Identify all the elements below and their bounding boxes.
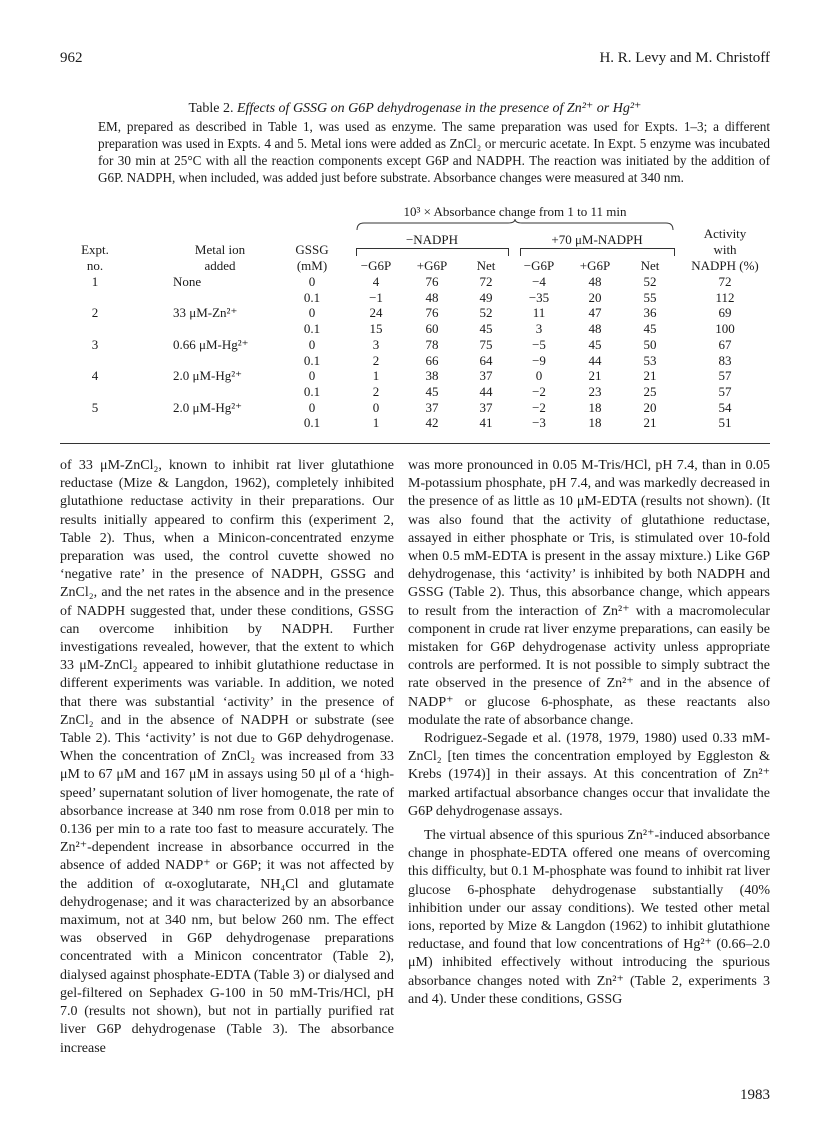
table-cell: 0.1 xyxy=(303,415,321,431)
table-cell: 5 xyxy=(91,399,99,415)
spanner-brace xyxy=(356,219,674,231)
col-header-activity-1: Activity xyxy=(703,226,747,241)
table-cell: 57 xyxy=(718,383,732,399)
table-cell: 2.0 μM-Hg²⁺ xyxy=(173,399,243,415)
text-column-left xyxy=(60,457,394,1058)
paragraph: The virtual absence of this spurious Zn²⁺-induced absorbance change in phosphate-EDTA offered one means of overcoming this difficulty, but 0.1 M-phosphate was found to inhibit rat liver glucose 6-phosphate dehydrogenase substantially (40% inhibition under our assay conditions). We tested other metal ions, reported by Mize & Langdon (1962) to inhibit glutathione reductase, and found that low concentrations of Hg²⁺ (0.66–2.0 μM) inhibited effectively without introducing the spurious absorbance changes noted with Zn²⁺ (Table 2, experiments 3 and 4). Under these conditions, GSSG xyxy=(408,828,770,1007)
table-cell: 66 xyxy=(425,352,439,368)
table-cell: 83 xyxy=(718,352,732,368)
table-cell: 75 xyxy=(479,336,493,352)
table-label: Table 2. xyxy=(188,101,234,116)
table-cell: 1 xyxy=(372,415,380,431)
paragraph: was more pronounced in 0.05 M-Tris/HCl, pH 7.4, than in 0.05 M-potassium phosphate, pH 7.4, and was markedly decreased in the presence of as little as 10 μM-EDTA (results not shown). (It was also found that the activity of glutathione reductase, assayed in either phosphate or Tris, is stimulated over 10-fold when 0.5 mM-EDTA is present in the assay mixture.) Like G6P dehydrogenase, this ‘activity’ is inhibited by both NADPH and GSSG (Table 2). Thus, this absorbance change, which appears to result from the interaction of Zn²⁺ with a macromolecular component in crude rat liver enzyme preparations, can easily be mistaken for G6P dehydrogenase activity unless appropriate controls are performed. It is not possible to simply subtract the rate observed in the presence of Zn²⁺ and in the absence of NADP⁺ or glucose 6-phosphate, as these reactants also modulate the rate of absorbance change. xyxy=(408,458,770,728)
table-cell: 72 xyxy=(718,274,732,289)
table-cell: 24 xyxy=(369,305,383,321)
table-cell: 25 xyxy=(643,383,657,399)
col-header-g6p-plus-b: +G6P xyxy=(579,258,611,273)
table-cell: 0 xyxy=(535,368,543,384)
table-cell: 47 xyxy=(588,305,602,321)
table-cell: −1 xyxy=(369,289,383,305)
table-cell: 44 xyxy=(588,352,602,368)
col-header-net-a: Net xyxy=(476,258,496,273)
table-cell: 20 xyxy=(643,399,657,415)
running-authors: H. R. Levy and M. Christoff xyxy=(599,50,770,66)
table-cell: 48 xyxy=(588,274,602,289)
table-cell: 52 xyxy=(643,274,657,289)
table-cell: 50 xyxy=(643,336,657,352)
table-cell: −9 xyxy=(532,352,546,368)
table-cell: 45 xyxy=(588,336,602,352)
table-cell: 18 xyxy=(588,399,602,415)
table-cell: 100 xyxy=(715,321,735,337)
table-cell: 48 xyxy=(425,289,439,305)
table-cell: 15 xyxy=(369,321,383,337)
table-cell: 3 xyxy=(91,336,99,352)
table-spanner-header: 10³ × Absorbance change from 1 to 11 min xyxy=(403,204,627,219)
table-cell: 44 xyxy=(479,383,493,399)
table-cell: 0.66 μM-Hg²⁺ xyxy=(173,336,249,352)
table-cell: 55 xyxy=(643,289,657,305)
col-header-activity-2: with xyxy=(713,242,737,257)
table-cell: 1 xyxy=(91,274,99,289)
group1-rule-left xyxy=(356,248,433,256)
col-header-gssg-1: GSSG xyxy=(295,242,329,257)
table-cell: 52 xyxy=(479,305,493,321)
table-cell: −4 xyxy=(532,274,546,289)
table-cell: −2 xyxy=(532,383,546,399)
table-cell: 69 xyxy=(718,305,732,321)
table-cell: 4 xyxy=(91,368,99,384)
table-cell: −2 xyxy=(532,399,546,415)
table-cell: 78 xyxy=(425,336,439,352)
table-cell: 54 xyxy=(718,399,732,415)
table-cell: 20 xyxy=(588,289,602,305)
table-cell: 37 xyxy=(479,399,493,415)
table-cell: 38 xyxy=(425,368,439,384)
col-header-activity-3: NADPH (%) xyxy=(691,258,759,273)
table-cell: 0 xyxy=(308,336,316,352)
table-caption-title xyxy=(60,100,770,117)
table-cell: 0 xyxy=(372,399,380,415)
group-header-minus-nadph: −NADPH xyxy=(405,232,459,247)
table-cell: 0.1 xyxy=(303,321,321,337)
group1-rule-right xyxy=(432,248,509,256)
group2-rule-right xyxy=(597,248,675,256)
table-cell: 33 μM-Zn²⁺ xyxy=(173,305,238,321)
table-caption-body: EM, prepared as described in Table 1, was used as enzyme. The same preparation was used for Expts. 1–3; a different preparation was used in Expts. 4 and 5. Metal ions were added as ZnCl₂ or mercuric acetate. In Expt. 5 enzyme was incubated for 30 min at 25°C with all the reaction components except G6P and NADPH. The reaction was initiated by the addition of G6P. NADPH, when included, was added just before substrate. Absorbance changes were measured at 340 nm. xyxy=(98,119,770,185)
table-cell: 4 xyxy=(372,274,380,289)
table-cell: 49 xyxy=(479,289,493,305)
table-cell: 42 xyxy=(425,415,439,431)
table-cell: 0.1 xyxy=(303,289,321,305)
col-header-net-b: Net xyxy=(640,258,660,273)
group-header-plus-nadph: +70 μM-NADPH xyxy=(551,232,643,247)
table-cell: 45 xyxy=(643,321,657,337)
col-header-g6p-minus-a: −G6P xyxy=(360,258,392,273)
table-cell: 0.1 xyxy=(303,383,321,399)
table-cell: 64 xyxy=(479,352,493,368)
table-cell: 45 xyxy=(479,321,493,337)
table-cell: 51 xyxy=(718,415,732,431)
table-cell: 0.1 xyxy=(303,352,321,368)
col-header-expt-2: no. xyxy=(86,258,104,273)
table-cell: 21 xyxy=(643,415,657,431)
table-cell: 11 xyxy=(532,305,546,321)
table-cell: 45 xyxy=(425,383,439,399)
table-cell: 23 xyxy=(588,383,602,399)
col-header-metal-2: added xyxy=(204,258,236,273)
group2-rule-left xyxy=(520,248,598,256)
table-cell: 21 xyxy=(643,368,657,384)
table-bottom-rule xyxy=(60,443,770,444)
table-cell: 53 xyxy=(643,352,657,368)
table-cell: 36 xyxy=(643,305,657,321)
table-title: Effects of GSSG on G6P dehydrogenase in the presence of Zn²⁺ or Hg²⁺ xyxy=(236,101,642,116)
table-cell: 48 xyxy=(588,321,602,337)
table-cell: 76 xyxy=(425,305,439,321)
table-cell: −3 xyxy=(532,415,546,431)
table-cell: 2 xyxy=(372,383,380,399)
col-header-metal-1: Metal ion xyxy=(194,242,246,257)
table-cell: −35 xyxy=(528,289,550,305)
table-cell: 37 xyxy=(479,368,493,384)
table-cell: 37 xyxy=(425,399,439,415)
col-header-gssg-2: (mM) xyxy=(296,258,328,273)
paragraph: Rodriguez-Segade et al. (1978, 1979, 1980) used 0.33 mM-ZnCl₂ [ten times the concentration employed by Eggleston & Krebs (1974)] in their assays. At this concentration of Zn²⁺ marked artifactual absorbance changes occur that invalidate the G6P dehydrogenase assays. xyxy=(408,731,770,819)
table-cell: 0 xyxy=(308,399,316,415)
table-cell: 57 xyxy=(718,368,732,384)
table-cell: 3 xyxy=(535,321,543,337)
table-cell: 0 xyxy=(308,305,316,321)
table-cell: 1 xyxy=(372,368,380,384)
table-cell: 60 xyxy=(425,321,439,337)
col-header-expt-1: Expt. xyxy=(81,242,109,257)
paragraph: of 33 μM-ZnCl₂, known to inhibit rat liver glutathione reductase (Mize & Langdon, 1962), completely inhibited glutathione reductase activity in their preparations. Our results initially appeared to confirm this (experiment 2, Table 2). Thus, when a Minicon-concentrated enzyme preparation was used, the control cuvette showed no ‘negative rate’ in the presence of NADPH, GSSG and ZnCl₂, and the net rates in the absence and in the presence of NADPH suggested that, under these conditions, GSSG can overcome inhibition by NADPH. Further investigations revealed, however, that the extent to which 33 μM-ZnCl₂ appeared to inhibit glutathione reductase in different experiments was variable. In addition, we noted that there was substantial ‘activity’ in the presence of ZnCl₂ and in the absence of NADPH or substrate (see Table 2). This ‘activity’ is not due to G6P dehydrogenase. When the concentration of ZnCl₂ was increased from 33 μM to 67 μM and 167 μM in assays using 50 μl of a ‘high-speed’ supernatant solution of liver homogenate, the rate of absorbance increase at 340 nm rose from 0.018 per min to 0.136 per min to a rate too fast to measure accurately. The Zn²⁺-dependent increase in absorbance occurred in the absence of added NADP⁺ or G6P; it was not affected by the addition of α-oxoglutarate, NH₄Cl and glutamate dehydrogenase; and it was characterized by an absorbance maximum, not at 340 nm, but below 260 nm. The effect was observed in G6P dehydrogenase preparations concentrated with a Minicon concentrator (Table 2), dialysed against phosphate-EDTA (Table 3) or dialysed and gel-filtered on Sephadex G-100 in 50 mM-Tris/HCl, pH 7.0 (results not shown), but not in partially purified rat liver G6P dehydrogenase (Table 3). The absorbance increase xyxy=(60,458,394,1056)
table-cell: 3 xyxy=(372,336,380,352)
table-cell: 2 xyxy=(91,305,99,321)
col-header-g6p-plus-a: +G6P xyxy=(416,258,448,273)
table-cell: 2 xyxy=(372,352,380,368)
table-cell: 0 xyxy=(308,368,316,384)
footer-page-number: 1983 xyxy=(740,1087,770,1103)
table-cell: 112 xyxy=(715,289,735,305)
table-cell: −5 xyxy=(532,336,546,352)
table-cell: None xyxy=(173,274,202,289)
table-cell: 0 xyxy=(308,274,316,289)
table-cell: 2.0 μM-Hg²⁺ xyxy=(173,368,243,384)
table-cell: 72 xyxy=(479,274,493,289)
table-cell: 18 xyxy=(588,415,602,431)
table-cell: 21 xyxy=(588,368,602,384)
table-cell: 67 xyxy=(718,336,732,352)
text-column-right xyxy=(408,457,770,1009)
col-header-g6p-minus-b: −G6P xyxy=(523,258,555,273)
running-page-number: 962 xyxy=(60,50,83,66)
table-cell: 41 xyxy=(479,415,493,431)
table-cell: 76 xyxy=(425,274,439,289)
